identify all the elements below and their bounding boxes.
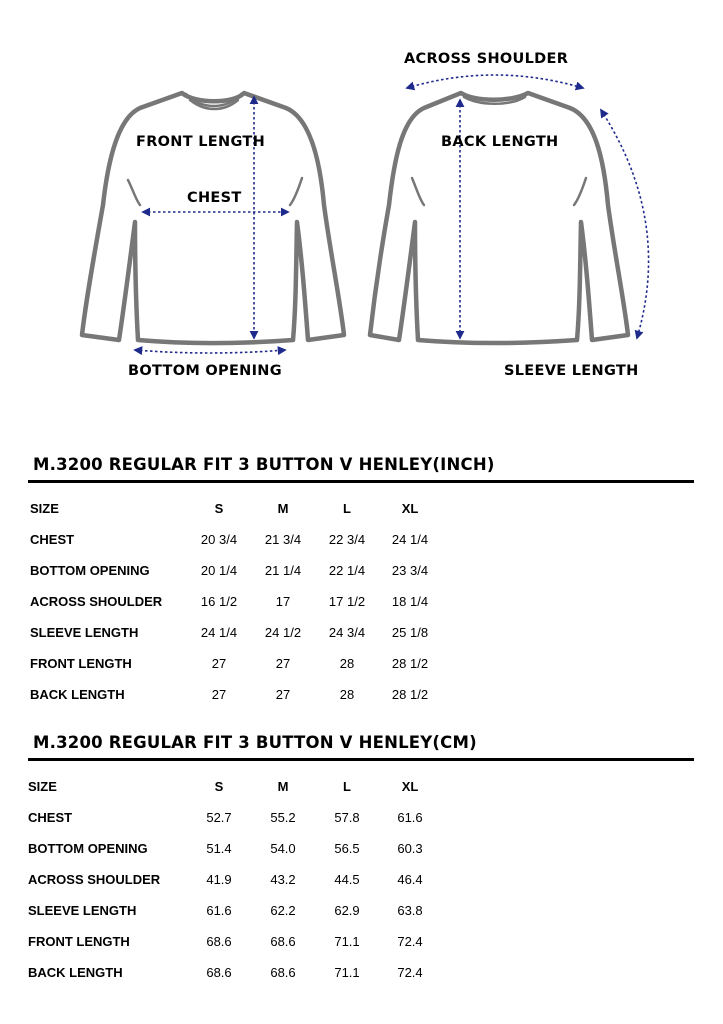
cell: 27 (211, 656, 227, 671)
cell: 71.1 (334, 934, 360, 949)
row-label: SLEEVE LENGTH (30, 625, 139, 640)
back-length-label: BACK LENGTH (441, 134, 559, 150)
front-shirt-outline (82, 93, 344, 343)
table-row (0, 965, 723, 985)
table-row (0, 594, 723, 614)
cell: 24 3/4 (328, 625, 366, 640)
cell: 68.6 (270, 965, 296, 980)
cell: 23 3/4 (391, 563, 429, 578)
row-label: ACROSS SHOULDER (30, 594, 163, 609)
row-label: BOTTOM OPENING (30, 563, 150, 578)
cell: 16 1/2 (200, 594, 238, 609)
chest-label: CHEST (187, 190, 242, 206)
table-row (0, 872, 723, 892)
cell: 43.2 (270, 872, 296, 887)
row-label: BACK LENGTH (30, 687, 125, 702)
across-shoulder-label: ACROSS SHOULDER (404, 51, 569, 67)
cell: 24 1/4 (391, 532, 429, 547)
cell: 44.5 (334, 872, 360, 887)
row-label: FRONT LENGTH (28, 934, 130, 949)
cell: 17 (275, 594, 291, 609)
cell: 17 1/2 (328, 594, 366, 609)
table-header-row (0, 779, 723, 799)
cell: 60.3 (397, 841, 423, 856)
table-row (0, 903, 723, 923)
table-row (0, 625, 723, 645)
sleeve-length-label: SLEEVE LENGTH (504, 363, 639, 379)
cell: 20 1/4 (200, 563, 238, 578)
cell: 51.4 (206, 841, 232, 856)
row-label: BOTTOM OPENING (28, 841, 148, 856)
table-header-row (0, 501, 723, 521)
cell: 41.9 (206, 872, 232, 887)
cell: 46.4 (397, 872, 423, 887)
cell: 20 3/4 (200, 532, 238, 547)
size-header: SIZE (28, 779, 57, 794)
cell: 27 (211, 687, 227, 702)
cell: 61.6 (397, 810, 423, 825)
table-row (0, 532, 723, 552)
cell: 22 3/4 (328, 532, 366, 547)
cell: 21 1/4 (264, 563, 302, 578)
cm-table-title: M.3200 REGULAR FIT 3 BUTTON V HENLEY(CM) (33, 733, 477, 752)
row-label: SLEEVE LENGTH (28, 903, 137, 918)
table-row (0, 841, 723, 861)
cell: 28 (339, 656, 355, 671)
cm-title-rule (28, 758, 694, 761)
cell: 62.2 (270, 903, 296, 918)
inch-title-rule (28, 480, 694, 483)
table-row (0, 687, 723, 707)
cell: 72.4 (397, 934, 423, 949)
cell: 22 1/4 (328, 563, 366, 578)
cell: 21 3/4 (264, 532, 302, 547)
row-label: CHEST (28, 810, 73, 825)
front-length-label: FRONT LENGTH (136, 134, 266, 150)
size-l-header: L (343, 501, 351, 516)
cell: 57.8 (334, 810, 360, 825)
cell: 27 (275, 687, 291, 702)
size-m-header: M (277, 501, 289, 516)
row-label: CHEST (30, 532, 75, 547)
row-label: FRONT LENGTH (30, 656, 132, 671)
size-l-header: L (343, 779, 351, 794)
cell: 28 1/2 (391, 656, 429, 671)
cell: 25 1/8 (391, 625, 429, 640)
row-label: BACK LENGTH (28, 965, 123, 980)
cell: 68.6 (270, 934, 296, 949)
size-xl-header: XL (401, 779, 419, 794)
size-m-header: M (277, 779, 289, 794)
table-row (0, 656, 723, 676)
cell: 55.2 (270, 810, 296, 825)
cell: 24 1/2 (264, 625, 302, 640)
bottom-opening-label: BOTTOM OPENING (128, 363, 282, 379)
cell: 28 (339, 687, 355, 702)
row-label: ACROSS SHOULDER (28, 872, 161, 887)
table-row (0, 563, 723, 583)
cell: 61.6 (206, 903, 232, 918)
cell: 54.0 (270, 841, 296, 856)
cell: 27 (275, 656, 291, 671)
cell: 68.6 (206, 934, 232, 949)
size-s-header: S (214, 779, 224, 794)
cell: 52.7 (206, 810, 232, 825)
cell: 72.4 (397, 965, 423, 980)
measurement-diagram (0, 0, 723, 400)
across-shoulder-measure (407, 75, 583, 88)
cell: 24 1/4 (200, 625, 238, 640)
cell: 71.1 (334, 965, 360, 980)
cell: 56.5 (334, 841, 360, 856)
size-xl-header: XL (401, 501, 419, 516)
table-row (0, 934, 723, 954)
size-s-header: S (214, 501, 224, 516)
cell: 62.9 (334, 903, 360, 918)
inch-table-title: M.3200 REGULAR FIT 3 BUTTON V HENLEY(INCH) (33, 455, 495, 474)
cell: 28 1/2 (391, 687, 429, 702)
cell: 68.6 (206, 965, 232, 980)
cell: 18 1/4 (391, 594, 429, 609)
size-header: SIZE (30, 501, 59, 516)
cell: 63.8 (397, 903, 423, 918)
table-row (0, 810, 723, 830)
bottom-opening-measure (135, 350, 285, 353)
back-shirt-outline (370, 93, 628, 343)
